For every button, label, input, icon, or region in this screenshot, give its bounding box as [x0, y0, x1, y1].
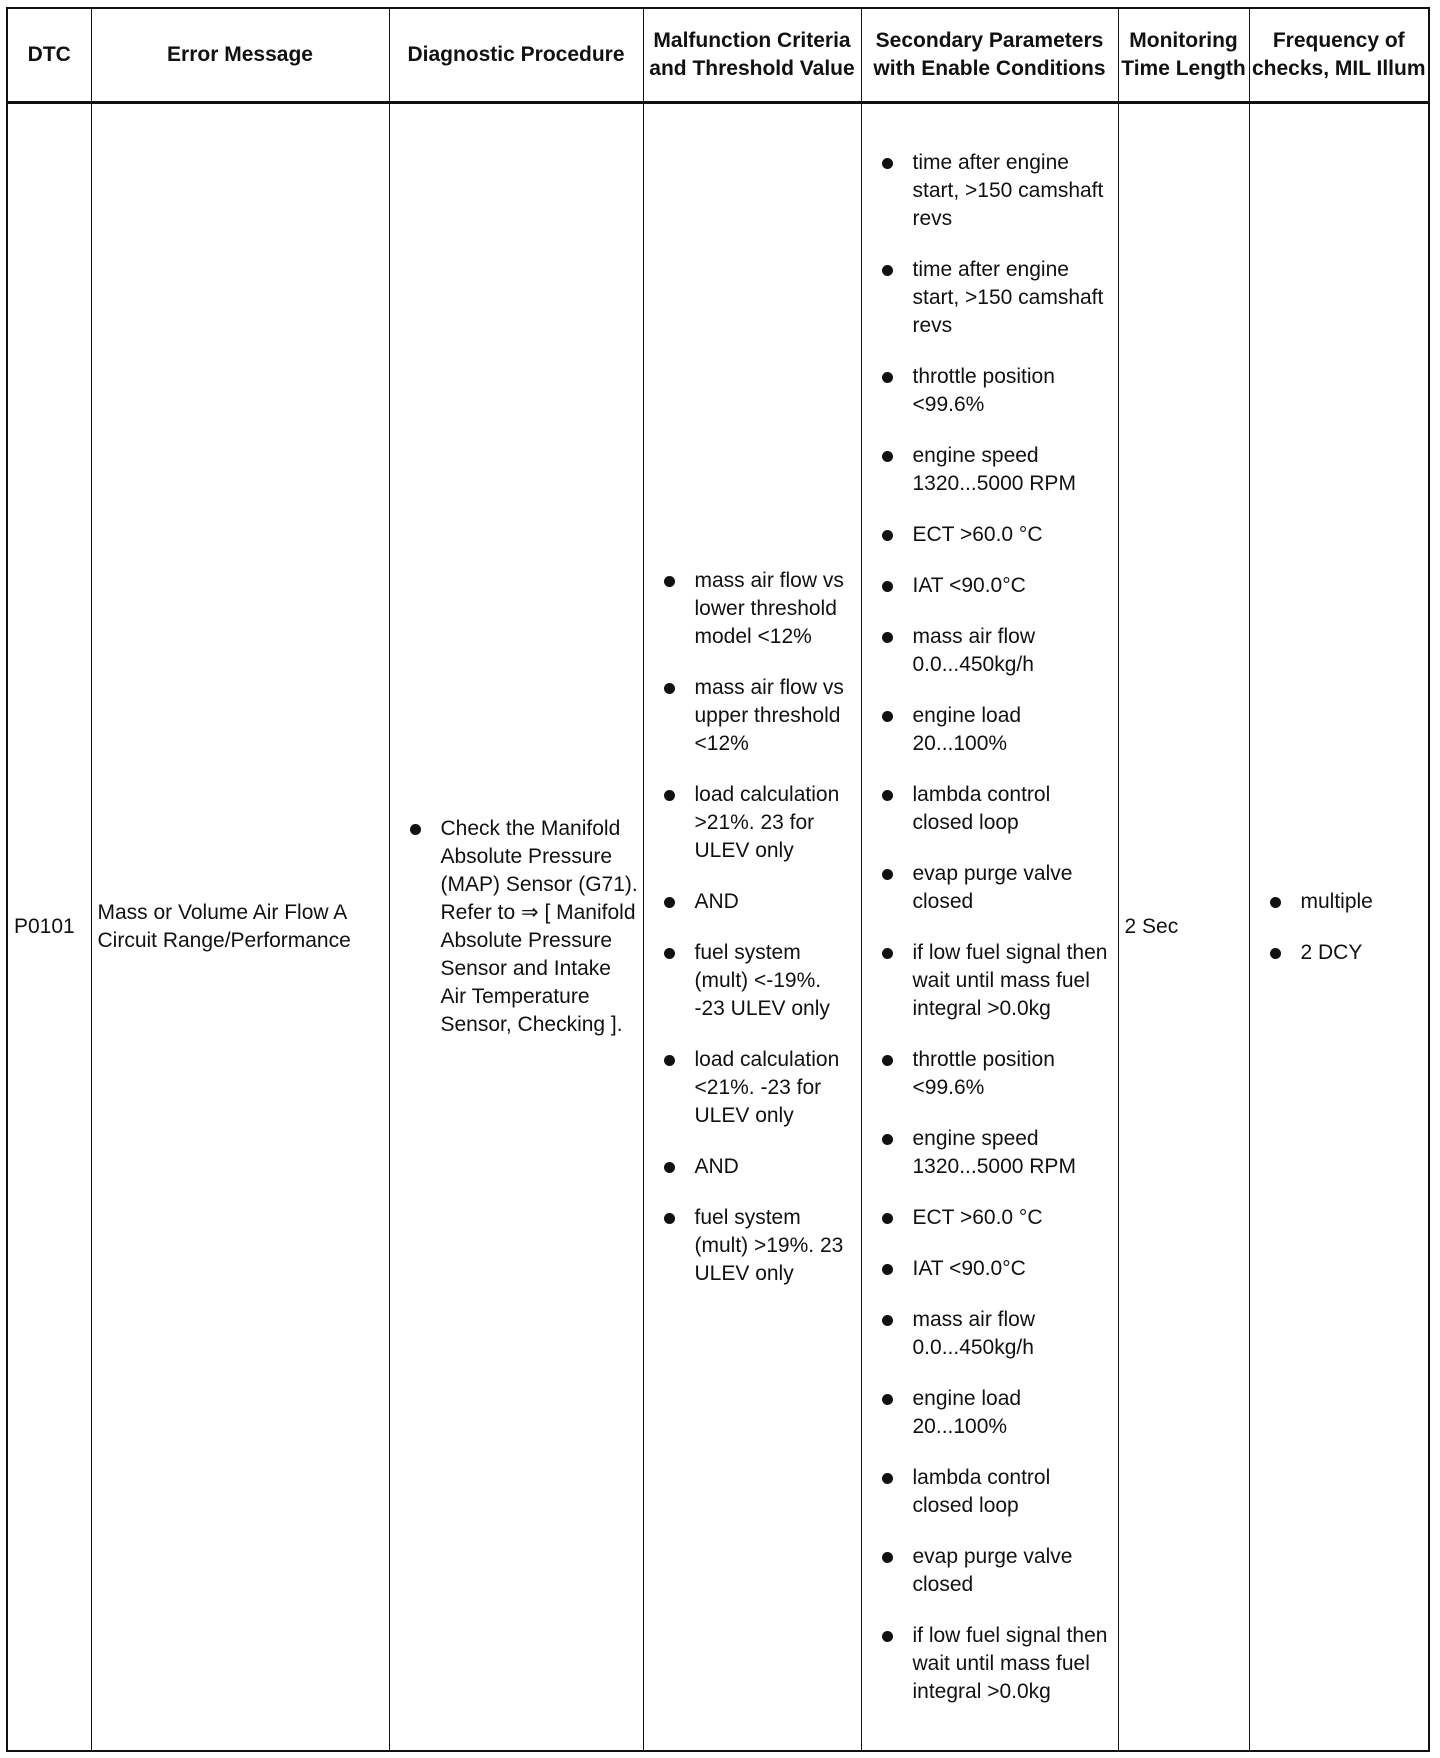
secondary-parameter-item: engine load 20...100% [882, 1385, 1114, 1441]
diagnostic-procedure-list [390, 815, 643, 1039]
secondary-parameter-item: mass air flow 0.0...450kg/h [882, 1306, 1114, 1362]
secondary-parameter-item: engine load 20...100% [882, 702, 1114, 758]
header-error-message: Error Message [91, 8, 389, 103]
header-dtc: DTC [7, 8, 91, 103]
dtc-code: P0101 [14, 915, 75, 938]
secondary-parameter-item: evap purge valve closed [882, 1543, 1114, 1599]
secondary-parameter-item: IAT <90.0°C [882, 572, 1114, 600]
diagnostic-procedure-item: Check the Manifold Absolute Pressure (MAP) Sensor (G71). Refer to ⇒ [ Manifold Absolute Pressure Sensor and Intake Air Temperature Sensor, Checking ]. [410, 815, 639, 1039]
malfunction-criteria-item: AND [664, 1153, 857, 1181]
error-message-cell [91, 103, 389, 1752]
header-monitoring-time: Monitoring Time Length [1118, 8, 1249, 103]
secondary-parameter-item: time after engine start, >150 camshaft revs [882, 256, 1114, 340]
secondary-parameter-item: if low fuel signal then wait until mass fuel integral >0.0kg [882, 1622, 1114, 1706]
table-row [7, 103, 1429, 1752]
monitoring-time: 2 Sec [1124, 915, 1179, 938]
malfunction-criteria-item: AND [664, 888, 857, 916]
malfunction-criteria-item: load calculation >21%. 23 for ULEV only [664, 781, 857, 865]
secondary-parameter-item: engine speed 1320...5000 RPM [882, 1125, 1114, 1181]
monitoring-time-cell [1118, 103, 1249, 1752]
secondary-parameter-item: ECT >60.0 °C [882, 1204, 1114, 1232]
secondary-parameters-cell [861, 103, 1118, 1752]
secondary-parameter-item: engine speed 1320...5000 RPM [882, 442, 1114, 498]
malfunction-criteria-cell [643, 103, 861, 1752]
dtc-table [6, 7, 1430, 1752]
frequency-list [1250, 888, 1429, 967]
secondary-parameter-item: throttle position <99.6% [882, 1046, 1114, 1102]
frequency-cell [1249, 103, 1429, 1752]
dtc-code-cell [7, 103, 91, 1752]
header-frequency: Frequency of checks, MIL Illum [1249, 8, 1429, 103]
error-message: Mass or Volume Air Flow A Circuit Range/Performance [97, 901, 351, 952]
secondary-parameters-list [862, 149, 1118, 1706]
frequency-item: multiple [1270, 888, 1425, 916]
secondary-parameter-item: lambda control closed loop [882, 781, 1114, 837]
malfunction-criteria-item: mass air flow vs lower threshold model <12% [664, 567, 857, 651]
frequency-item: 2 DCY [1270, 939, 1425, 967]
malfunction-criteria-item: fuel system (mult) <-19%. -23 ULEV only [664, 939, 857, 1023]
malfunction-criteria-list [644, 567, 861, 1288]
secondary-parameter-item: if low fuel signal then wait until mass fuel integral >0.0kg [882, 939, 1114, 1023]
secondary-parameter-item: evap purge valve closed [882, 860, 1114, 916]
malfunction-criteria-item: fuel system (mult) >19%. 23 ULEV only [664, 1204, 857, 1288]
malfunction-criteria-item: mass air flow vs upper threshold <12% [664, 674, 857, 758]
diagnostic-procedure-cell [389, 103, 643, 1752]
header-malfunction-criteria: Malfunction Criteria and Threshold Value [643, 8, 861, 103]
secondary-parameter-item: time after engine start, >150 camshaft revs [882, 149, 1114, 233]
secondary-parameter-item: throttle position <99.6% [882, 363, 1114, 419]
secondary-parameter-item: mass air flow 0.0...450kg/h [882, 623, 1114, 679]
secondary-parameter-item: ECT >60.0 °C [882, 521, 1114, 549]
secondary-parameter-item: IAT <90.0°C [882, 1255, 1114, 1283]
header-diagnostic-procedure: Diagnostic Procedure [389, 8, 643, 103]
header-secondary-parameters: Secondary Parameters with Enable Conditions [861, 8, 1118, 103]
header-row [7, 8, 1429, 103]
malfunction-criteria-item: load calculation <21%. -23 for ULEV only [664, 1046, 857, 1130]
secondary-parameter-item: lambda control closed loop [882, 1464, 1114, 1520]
